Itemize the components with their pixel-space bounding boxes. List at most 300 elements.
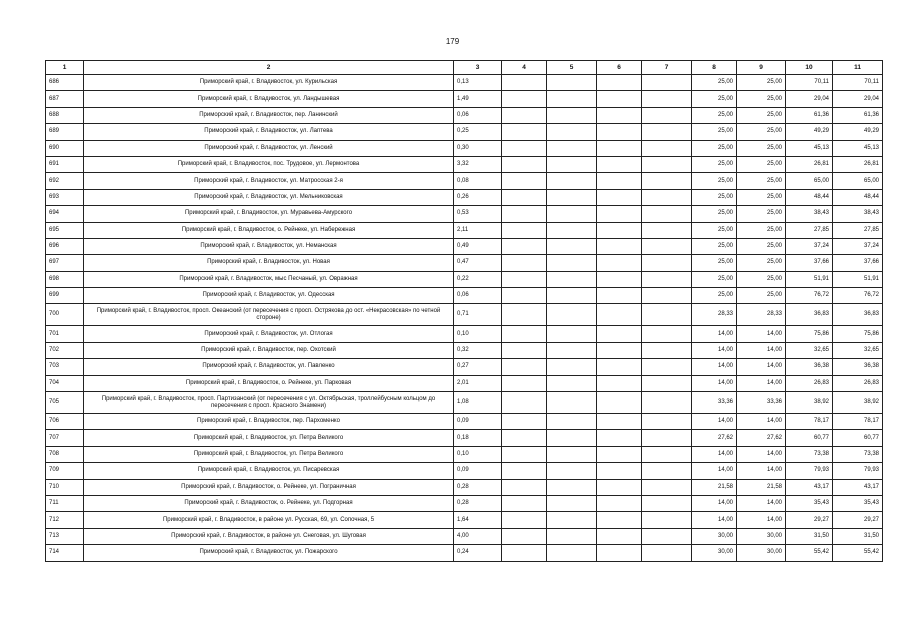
cell-col-2: Приморский край, г. Владивосток, пер. Ланинский: [84, 107, 454, 123]
table-row: [46, 156, 883, 172]
table-row: [46, 206, 883, 222]
cell-col-3: 3,32: [454, 156, 502, 172]
cell-col-9: 25,00: [737, 238, 786, 254]
cell-col-5: [547, 124, 597, 140]
cell-col-7: [642, 304, 692, 326]
cell-col-4: [502, 375, 547, 391]
cell-col-11: 78,17: [833, 414, 883, 430]
cell-col-9: 25,00: [737, 206, 786, 222]
cell-col-3: 0,49: [454, 238, 502, 254]
cell-col-6: [597, 156, 642, 172]
cell-col-8: 33,36: [692, 392, 737, 414]
cell-col-3: 0,71: [454, 304, 502, 326]
table-row: [46, 446, 883, 462]
cell-col-2: Приморский край, г. Владивосток, ул. Ландышевая: [84, 91, 454, 107]
cell-col-9: 14,00: [737, 326, 786, 342]
cell-col-5: [547, 156, 597, 172]
cell-col-3: 0,10: [454, 446, 502, 462]
table-row: [46, 75, 883, 91]
cell-col-1: 690: [46, 140, 84, 156]
cell-col-11: 37,24: [833, 238, 883, 254]
cell-col-5: [547, 512, 597, 528]
cell-col-9: 25,00: [737, 91, 786, 107]
cell-col-8: 21,58: [692, 479, 737, 495]
cell-col-9: 14,00: [737, 375, 786, 391]
cell-col-4: [502, 75, 547, 91]
cell-col-2: Приморский край, г. Владивосток, ул. Петра Великого: [84, 430, 454, 446]
cell-col-10: 32,65: [786, 342, 833, 358]
cell-col-4: [502, 304, 547, 326]
cell-col-10: 65,00: [786, 173, 833, 189]
cell-col-4: [502, 463, 547, 479]
cell-col-5: [547, 255, 597, 271]
cell-col-9: 14,00: [737, 495, 786, 511]
cell-col-11: 79,93: [833, 463, 883, 479]
cell-col-5: [547, 414, 597, 430]
column-header-2: 2: [84, 61, 454, 75]
table-row: [46, 189, 883, 205]
cell-col-4: [502, 430, 547, 446]
cell-col-1: 696: [46, 238, 84, 254]
column-header-7: 7: [642, 61, 692, 75]
cell-col-6: [597, 495, 642, 511]
cell-col-7: [642, 140, 692, 156]
cell-col-7: [642, 107, 692, 123]
cell-col-8: 25,00: [692, 124, 737, 140]
cell-col-6: [597, 75, 642, 91]
cell-col-6: [597, 414, 642, 430]
cell-col-4: [502, 326, 547, 342]
cell-col-5: [547, 446, 597, 462]
cell-col-5: [547, 479, 597, 495]
cell-col-9: 14,00: [737, 463, 786, 479]
cell-col-7: [642, 528, 692, 544]
column-header-5: 5: [547, 61, 597, 75]
cell-col-6: [597, 222, 642, 238]
cell-col-1: 702: [46, 342, 84, 358]
cell-col-5: [547, 189, 597, 205]
cell-col-2: Приморский край, г. Владивосток, пер. Охотский: [84, 342, 454, 358]
cell-col-2: Приморский край, г. Владивосток, ул. Пожарского: [84, 545, 454, 561]
cell-col-6: [597, 375, 642, 391]
cell-col-7: [642, 479, 692, 495]
cell-col-3: 0,10: [454, 326, 502, 342]
cell-col-4: [502, 512, 547, 528]
column-header-9: 9: [737, 61, 786, 75]
cell-col-6: [597, 359, 642, 375]
cell-col-5: [547, 91, 597, 107]
cell-col-1: 705: [46, 392, 84, 414]
cell-col-9: 30,00: [737, 545, 786, 561]
cell-col-4: [502, 189, 547, 205]
cell-col-7: [642, 288, 692, 304]
cell-col-9: 25,00: [737, 189, 786, 205]
cell-col-1: 694: [46, 206, 84, 222]
cell-col-3: 1,08: [454, 392, 502, 414]
cell-col-1: 712: [46, 512, 84, 528]
cell-col-6: [597, 304, 642, 326]
cell-col-1: 711: [46, 495, 84, 511]
cell-col-3: 4,00: [454, 528, 502, 544]
cell-col-8: 28,33: [692, 304, 737, 326]
header-row: [46, 61, 883, 75]
cell-col-2: Приморский край, г. Владивосток, о. Рейнеке, ул. Подгорная: [84, 495, 454, 511]
cell-col-4: [502, 156, 547, 172]
cell-col-7: [642, 392, 692, 414]
cell-col-8: 25,00: [692, 91, 737, 107]
cell-col-9: 14,00: [737, 446, 786, 462]
cell-col-4: [502, 222, 547, 238]
cell-col-9: 33,36: [737, 392, 786, 414]
cell-col-3: 0,24: [454, 545, 502, 561]
cell-col-1: 710: [46, 479, 84, 495]
cell-col-4: [502, 495, 547, 511]
cell-col-5: [547, 271, 597, 287]
cell-col-9: 14,00: [737, 359, 786, 375]
cell-col-5: [547, 375, 597, 391]
cell-col-9: 25,00: [737, 271, 786, 287]
cell-col-7: [642, 430, 692, 446]
cell-col-11: 27,85: [833, 222, 883, 238]
cell-col-1: 687: [46, 91, 84, 107]
cell-col-8: 14,00: [692, 342, 737, 358]
cell-col-10: 60,77: [786, 430, 833, 446]
cell-col-10: 61,36: [786, 107, 833, 123]
cell-col-4: [502, 255, 547, 271]
cell-col-8: 14,00: [692, 446, 737, 462]
table-row: [46, 140, 883, 156]
cell-col-7: [642, 495, 692, 511]
cell-col-11: 36,83: [833, 304, 883, 326]
cell-col-11: 76,72: [833, 288, 883, 304]
cell-col-5: [547, 392, 597, 414]
cell-col-11: 36,38: [833, 359, 883, 375]
cell-col-11: 38,92: [833, 392, 883, 414]
cell-col-9: 14,00: [737, 512, 786, 528]
cell-col-10: 73,38: [786, 446, 833, 462]
cell-col-1: 714: [46, 545, 84, 561]
cell-col-8: 25,00: [692, 156, 737, 172]
cell-col-4: [502, 359, 547, 375]
table-row: [46, 375, 883, 391]
cell-col-1: 703: [46, 359, 84, 375]
table-row: [46, 326, 883, 342]
page-number: 179: [445, 37, 460, 46]
cell-col-10: 76,72: [786, 288, 833, 304]
cell-col-9: 25,00: [737, 288, 786, 304]
cell-col-6: [597, 512, 642, 528]
cell-col-2: Приморский край, г. Владивосток, ул. Матросская 2-я: [84, 173, 454, 189]
cell-col-5: [547, 238, 597, 254]
cell-col-10: 29,27: [786, 512, 833, 528]
column-header-3: 3: [454, 61, 502, 75]
cell-col-8: 25,00: [692, 271, 737, 287]
cell-col-2: Приморский край, г. Владивосток, в районе ул. Русская, 69, ул. Сопочная, 5: [84, 512, 454, 528]
cell-col-2: Приморский край, г. Владивосток, о. Рейнеке, ул. Пограничная: [84, 479, 454, 495]
cell-col-5: [547, 528, 597, 544]
cell-col-1: 706: [46, 414, 84, 430]
cell-col-3: 0,28: [454, 479, 502, 495]
cell-col-3: 0,06: [454, 107, 502, 123]
cell-col-8: 14,00: [692, 414, 737, 430]
cell-col-10: 75,86: [786, 326, 833, 342]
cell-col-3: 2,01: [454, 375, 502, 391]
table-row: [46, 107, 883, 123]
cell-col-8: 14,00: [692, 326, 737, 342]
cell-col-7: [642, 271, 692, 287]
cell-col-4: [502, 545, 547, 561]
cell-col-8: 30,00: [692, 545, 737, 561]
cell-col-9: 27,62: [737, 430, 786, 446]
cell-col-2: Приморский край, г. Владивосток, пер. Пархоменко: [84, 414, 454, 430]
tariff-table: [45, 60, 883, 562]
column-header-6: 6: [597, 61, 642, 75]
cell-col-5: [547, 359, 597, 375]
cell-col-5: [547, 463, 597, 479]
cell-col-8: 25,00: [692, 222, 737, 238]
cell-col-10: 70,11: [786, 75, 833, 91]
cell-col-6: [597, 255, 642, 271]
cell-col-6: [597, 173, 642, 189]
cell-col-4: [502, 91, 547, 107]
cell-col-2: Приморский край, г. Владивосток, пос. Трудовое, ул. Лермонтова: [84, 156, 454, 172]
cell-col-3: 2,11: [454, 222, 502, 238]
table-row: [46, 414, 883, 430]
cell-col-8: 14,00: [692, 512, 737, 528]
cell-col-7: [642, 375, 692, 391]
cell-col-1: 695: [46, 222, 84, 238]
cell-col-8: 25,00: [692, 189, 737, 205]
cell-col-11: 51,91: [833, 271, 883, 287]
cell-col-4: [502, 124, 547, 140]
cell-col-2: Приморский край, г. Владивосток, ул. Курильская: [84, 75, 454, 91]
cell-col-6: [597, 326, 642, 342]
cell-col-2: Приморский край, г. Владивосток, ул. Павленко: [84, 359, 454, 375]
cell-col-7: [642, 173, 692, 189]
cell-col-8: 14,00: [692, 463, 737, 479]
cell-col-5: [547, 107, 597, 123]
cell-col-3: 0,22: [454, 271, 502, 287]
cell-col-10: 31,50: [786, 528, 833, 544]
cell-col-8: 25,00: [692, 107, 737, 123]
cell-col-7: [642, 156, 692, 172]
cell-col-1: 713: [46, 528, 84, 544]
cell-col-11: 29,04: [833, 91, 883, 107]
cell-col-8: 30,00: [692, 528, 737, 544]
table-body: [46, 75, 883, 562]
column-header-10: 10: [786, 61, 833, 75]
cell-col-8: 25,00: [692, 140, 737, 156]
cell-col-7: [642, 75, 692, 91]
cell-col-2: Приморский край, г. Владивосток, ул. Новая: [84, 255, 454, 271]
cell-col-10: 36,83: [786, 304, 833, 326]
cell-col-9: 25,00: [737, 124, 786, 140]
cell-col-11: 32,65: [833, 342, 883, 358]
cell-col-7: [642, 446, 692, 462]
cell-col-3: 0,06: [454, 288, 502, 304]
cell-col-9: 25,00: [737, 173, 786, 189]
cell-col-2: Приморский край, г. Владивосток, ул. Лаптева: [84, 124, 454, 140]
cell-col-5: [547, 326, 597, 342]
table-row: [46, 342, 883, 358]
cell-col-3: 0,13: [454, 75, 502, 91]
cell-col-3: 1,49: [454, 91, 502, 107]
cell-col-10: 51,91: [786, 271, 833, 287]
cell-col-3: 0,32: [454, 342, 502, 358]
cell-col-11: 65,00: [833, 173, 883, 189]
cell-col-10: 26,81: [786, 156, 833, 172]
cell-col-9: 25,00: [737, 222, 786, 238]
cell-col-10: 49,29: [786, 124, 833, 140]
cell-col-10: 38,43: [786, 206, 833, 222]
table-row: [46, 392, 883, 414]
cell-col-7: [642, 124, 692, 140]
cell-col-2: Приморский край, г. Владивосток, о. Рейнеке, ул. Парковая: [84, 375, 454, 391]
table-row: [46, 430, 883, 446]
cell-col-7: [642, 545, 692, 561]
cell-col-3: 0,08: [454, 173, 502, 189]
cell-col-3: 0,30: [454, 140, 502, 156]
cell-col-8: 25,00: [692, 206, 737, 222]
cell-col-1: 691: [46, 156, 84, 172]
cell-col-6: [597, 528, 642, 544]
cell-col-6: [597, 124, 642, 140]
cell-col-9: 14,00: [737, 342, 786, 358]
cell-col-4: [502, 479, 547, 495]
cell-col-10: 43,17: [786, 479, 833, 495]
table-row: [46, 545, 883, 561]
cell-col-7: [642, 255, 692, 271]
cell-col-3: 0,47: [454, 255, 502, 271]
cell-col-1: 700: [46, 304, 84, 326]
cell-col-1: 707: [46, 430, 84, 446]
cell-col-3: 0,53: [454, 206, 502, 222]
cell-col-2: Приморский край, г. Владивосток, ул. Муравьева-Амурского: [84, 206, 454, 222]
cell-col-10: 37,66: [786, 255, 833, 271]
cell-col-10: 45,13: [786, 140, 833, 156]
cell-col-5: [547, 342, 597, 358]
cell-col-2: Приморский край, г. Владивосток, ул. Ленский: [84, 140, 454, 156]
cell-col-11: 45,13: [833, 140, 883, 156]
table-row: [46, 359, 883, 375]
cell-col-6: [597, 430, 642, 446]
table-row: [46, 495, 883, 511]
cell-col-9: 25,00: [737, 255, 786, 271]
cell-col-4: [502, 140, 547, 156]
cell-col-8: 25,00: [692, 173, 737, 189]
cell-col-6: [597, 189, 642, 205]
cell-col-7: [642, 189, 692, 205]
cell-col-6: [597, 288, 642, 304]
table-row: [46, 238, 883, 254]
cell-col-9: 25,00: [737, 156, 786, 172]
cell-col-5: [547, 495, 597, 511]
cell-col-10: 26,83: [786, 375, 833, 391]
cell-col-8: 14,00: [692, 495, 737, 511]
cell-col-2: Приморский край, г. Владивосток, ул. Петра Великого: [84, 446, 454, 462]
cell-col-6: [597, 206, 642, 222]
cell-col-11: 37,66: [833, 255, 883, 271]
cell-col-11: 26,81: [833, 156, 883, 172]
cell-col-6: [597, 463, 642, 479]
cell-col-6: [597, 107, 642, 123]
cell-col-3: 1,64: [454, 512, 502, 528]
cell-col-1: 699: [46, 288, 84, 304]
cell-col-11: 31,50: [833, 528, 883, 544]
cell-col-11: 61,36: [833, 107, 883, 123]
cell-col-11: 70,11: [833, 75, 883, 91]
cell-col-8: 27,62: [692, 430, 737, 446]
cell-col-10: 36,38: [786, 359, 833, 375]
cell-col-5: [547, 430, 597, 446]
cell-col-7: [642, 463, 692, 479]
cell-col-5: [547, 75, 597, 91]
cell-col-11: 29,27: [833, 512, 883, 528]
cell-col-9: 14,00: [737, 414, 786, 430]
cell-col-7: [642, 512, 692, 528]
cell-col-9: 21,58: [737, 479, 786, 495]
cell-col-6: [597, 140, 642, 156]
cell-col-11: 26,83: [833, 375, 883, 391]
cell-col-9: 25,00: [737, 75, 786, 91]
table-row: [46, 173, 883, 189]
column-header-4: 4: [502, 61, 547, 75]
cell-col-2: Приморский край, г. Владивосток, ул. Писаревская: [84, 463, 454, 479]
cell-col-9: 25,00: [737, 140, 786, 156]
cell-col-5: [547, 222, 597, 238]
cell-col-5: [547, 288, 597, 304]
cell-col-8: 14,00: [692, 375, 737, 391]
cell-col-4: [502, 528, 547, 544]
cell-col-11: 60,77: [833, 430, 883, 446]
cell-col-10: 29,04: [786, 91, 833, 107]
cell-col-8: 25,00: [692, 238, 737, 254]
cell-col-10: 78,17: [786, 414, 833, 430]
cell-col-9: 30,00: [737, 528, 786, 544]
cell-col-7: [642, 238, 692, 254]
cell-col-11: 38,43: [833, 206, 883, 222]
cell-col-6: [597, 238, 642, 254]
cell-col-9: 28,33: [737, 304, 786, 326]
column-header-11: 11: [833, 61, 883, 75]
cell-col-3: 0,26: [454, 189, 502, 205]
cell-col-10: 35,43: [786, 495, 833, 511]
cell-col-10: 79,93: [786, 463, 833, 479]
table-row: [46, 124, 883, 140]
table-row: [46, 255, 883, 271]
cell-col-4: [502, 206, 547, 222]
cell-col-4: [502, 271, 547, 287]
cell-col-11: 35,43: [833, 495, 883, 511]
cell-col-1: 689: [46, 124, 84, 140]
cell-col-6: [597, 545, 642, 561]
cell-col-11: 49,29: [833, 124, 883, 140]
cell-col-4: [502, 342, 547, 358]
table-row: [46, 288, 883, 304]
cell-col-3: 0,18: [454, 430, 502, 446]
cell-col-9: 25,00: [737, 107, 786, 123]
cell-col-10: 37,24: [786, 238, 833, 254]
cell-col-2: Приморский край, г. Владивосток, ул. Мельниковская: [84, 189, 454, 205]
cell-col-1: 709: [46, 463, 84, 479]
table-row: [46, 479, 883, 495]
cell-col-10: 27,85: [786, 222, 833, 238]
cell-col-4: [502, 173, 547, 189]
cell-col-3: 0,09: [454, 414, 502, 430]
cell-col-11: 73,38: [833, 446, 883, 462]
cell-col-7: [642, 414, 692, 430]
cell-col-10: 55,42: [786, 545, 833, 561]
